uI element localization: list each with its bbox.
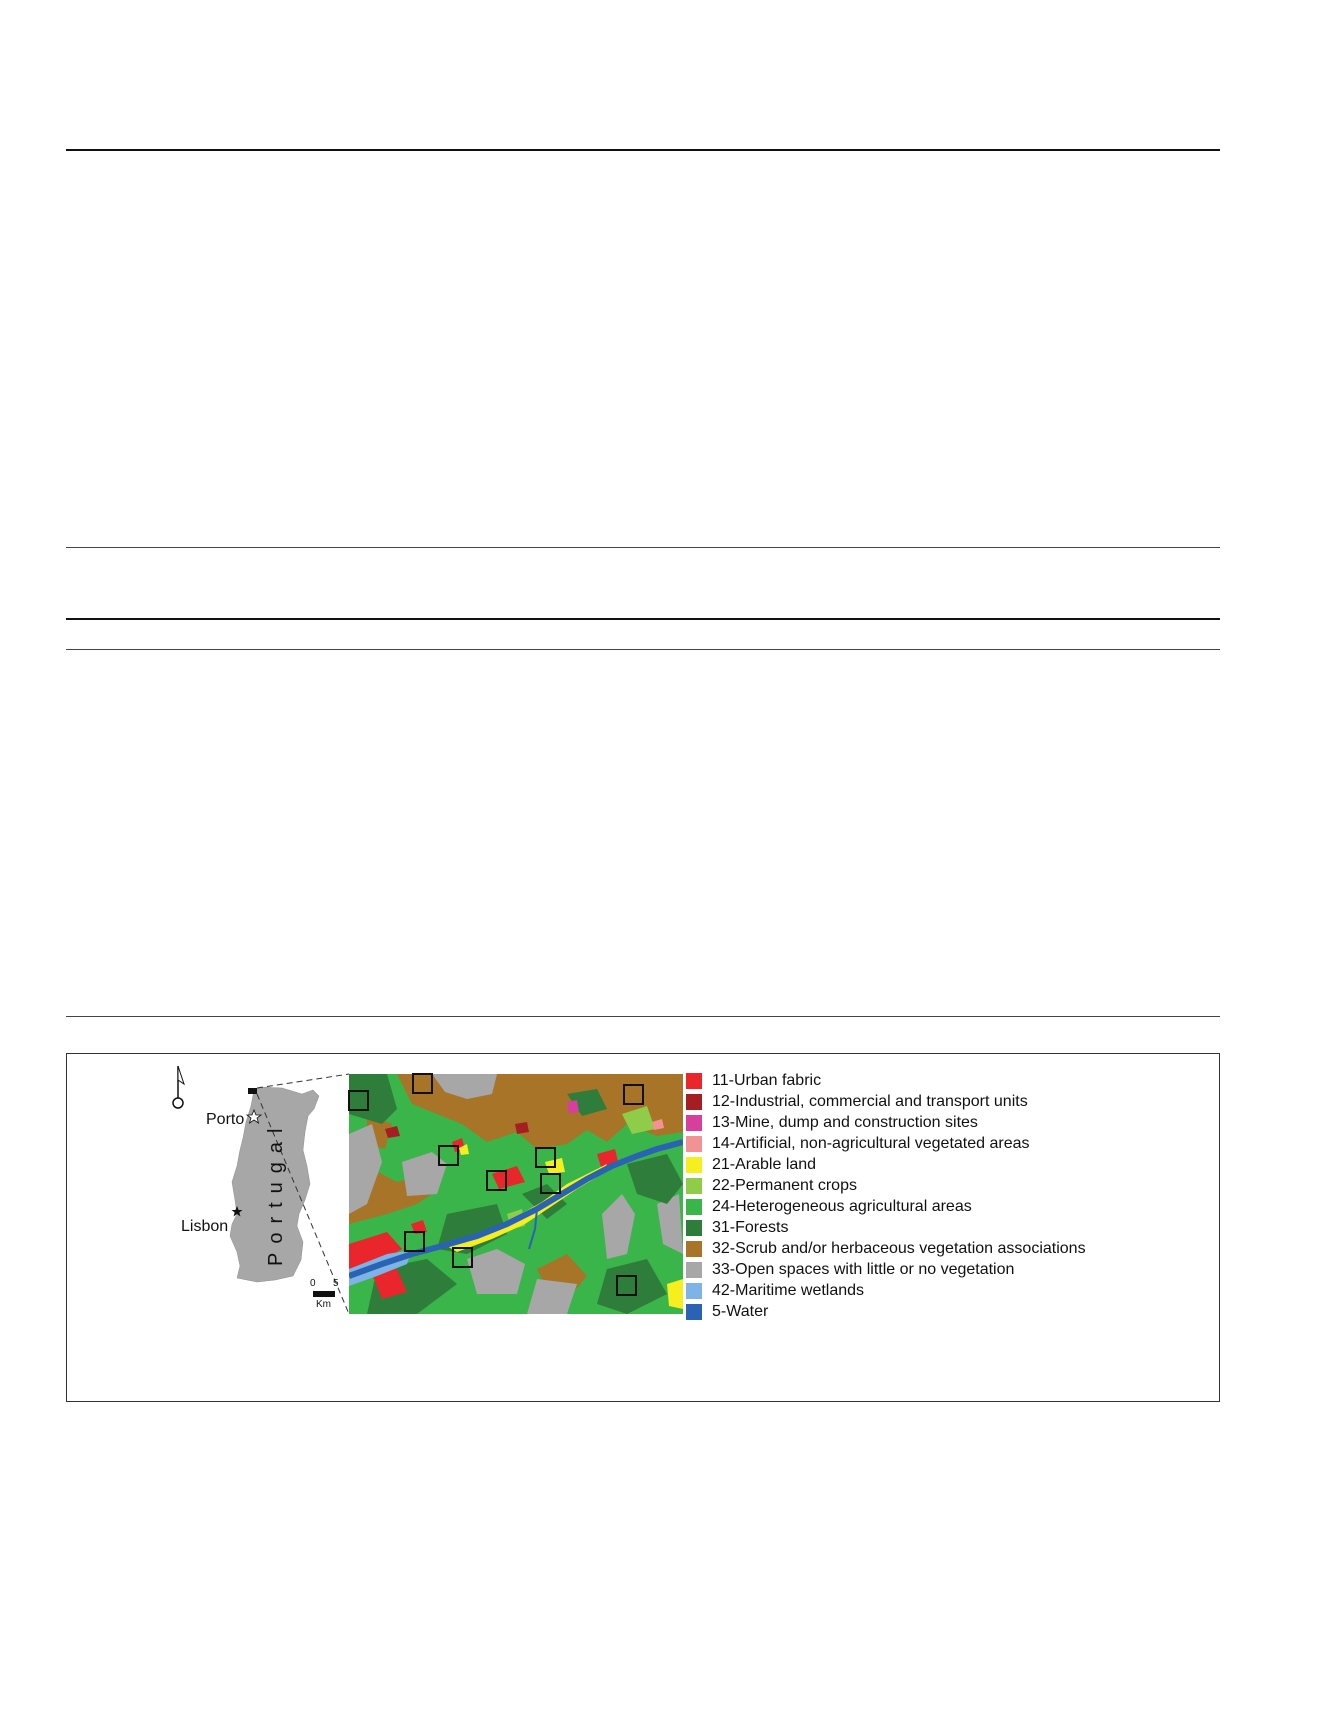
north-arrow-icon [173,1066,184,1108]
legend-item [686,1217,1086,1238]
legend-item [686,1301,1086,1322]
legend-item [686,1175,1086,1196]
legend-label: 33-Open spaces with little or no vegetation [712,1260,1015,1278]
legend-label: 11-Urban fabric [712,1071,822,1089]
legend-label: 21-Arable land [712,1155,817,1173]
legend-swatch [686,1178,702,1194]
legend-label: 5-Water [712,1302,769,1320]
legend-swatch [686,1094,702,1110]
legend-item [686,1238,1086,1259]
legend-item [686,1154,1086,1175]
legend-swatch [686,1157,702,1173]
legend-label: 22-Permanent crops [712,1176,857,1194]
legend-item [686,1112,1086,1133]
legend-swatch [686,1304,702,1320]
study-area-marker [248,1088,257,1094]
legend-swatch [686,1283,702,1299]
table2-header-rule [66,649,1220,650]
country-label: Portugal [265,1119,287,1266]
legend-item [686,1196,1086,1217]
legend-label: 31-Forests [712,1218,789,1236]
land-cover-map [349,1074,683,1314]
table2-bottom-rule [66,1016,1220,1017]
scale-end-label: 5 [333,1278,339,1289]
table-bottom-rule [66,547,1220,548]
legend-item [686,1091,1086,1112]
table-top-rule [66,149,1220,151]
legend-swatch [686,1115,702,1131]
scale-bar [313,1291,335,1297]
legend-item [686,1133,1086,1154]
legend-swatch [686,1136,702,1152]
legend [686,1070,1086,1322]
legend-label: 12-Industrial, commercial and transport units [712,1092,1028,1110]
table2-top-rule [66,618,1220,620]
zoom-connector-top [257,1074,349,1088]
legend-item [686,1280,1086,1301]
legend-label: 13-Mine, dump and construction sites [712,1113,978,1131]
legend-swatch [686,1199,702,1215]
legend-label: 24-Heterogeneous agricultural areas [712,1197,972,1215]
legend-label: 14-Artificial, non-agricultural vegetated areas [712,1134,1030,1152]
legend-swatch [686,1220,702,1236]
legend-label: 32-Scrub and/or herbaceous vegetation associations [712,1239,1086,1257]
legend-label: 42-Maritime wetlands [712,1281,865,1299]
legend-item [686,1070,1086,1091]
legend-swatch [686,1073,702,1089]
figure-study-area [66,1053,1220,1402]
scale-unit-label: Km [316,1299,331,1310]
legend-swatch [686,1262,702,1278]
scale-start-label: 0 [310,1278,316,1289]
porto-label: Porto [206,1111,245,1128]
legend-item [686,1259,1086,1280]
legend-swatch [686,1241,702,1257]
lisbon-label: Lisbon [181,1218,229,1235]
